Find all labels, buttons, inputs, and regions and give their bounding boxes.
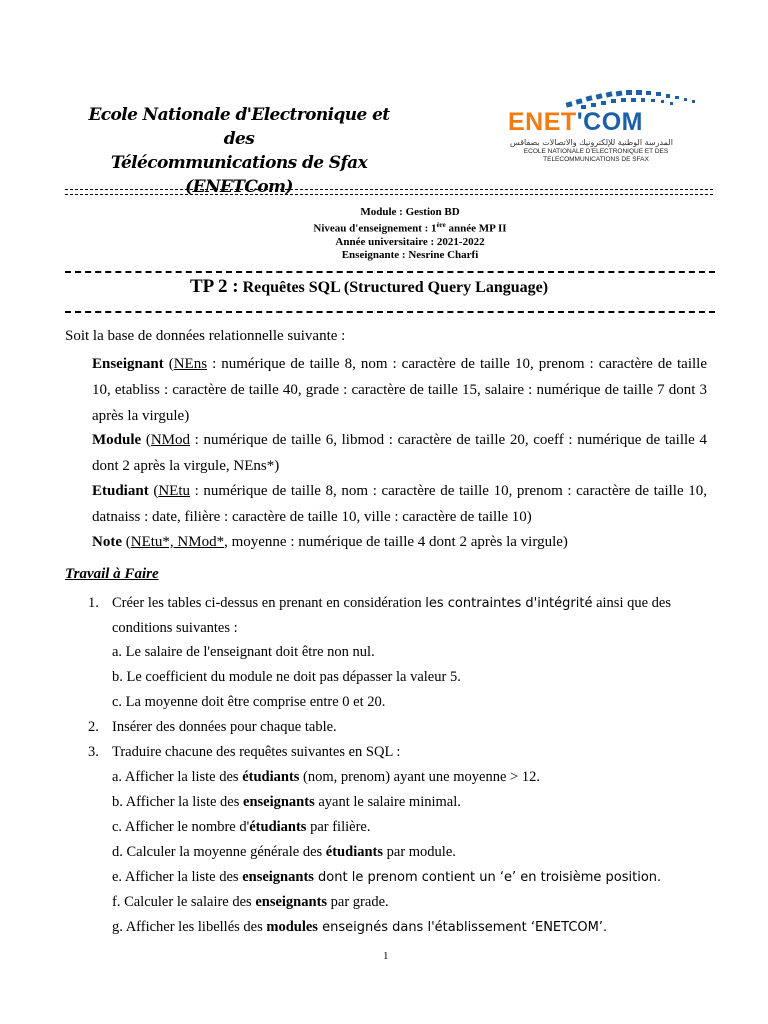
title-divider-bottom — [65, 311, 715, 313]
primary-key: NMod — [150, 432, 190, 448]
tp-subtitle: Requêtes SQL (Structured Query Language) — [238, 279, 549, 296]
question-3e: e. Afficher la liste des enseignants dont le prenom contient un ‘e’ en troisième position. — [112, 869, 662, 885]
school-name-line3: (ENETCom) — [185, 177, 293, 197]
meta-module: Module : Gestion BD — [360, 206, 460, 218]
page-number: 1 — [383, 950, 389, 962]
school-name-line2: Télécommunications de Sfax — [110, 153, 368, 173]
question-3f: f. Calculer le salaire des enseignants par grade. — [112, 894, 389, 910]
question-3: 3. Traduire chacune des requêtes suivantes en SQL : — [88, 744, 401, 760]
enetcom-logo — [508, 88, 712, 166]
primary-key: NEtu — [158, 483, 190, 499]
course-meta — [250, 206, 570, 262]
entity-enseignant: Enseignant (NEns : numérique de taille 8, nom : caractère de taille 10, prenom : caractère de taille 10, etabliss : caractère de taille 40, grade : caractère de taille 15, salaire : numérique de taille 7 dont 3 après la virgule) — [92, 356, 707, 424]
header-divider-bottom — [65, 194, 713, 195]
page-title — [190, 276, 548, 298]
school-name — [84, 103, 394, 199]
logo-wordmark — [508, 108, 712, 136]
question-1a: a. Le salaire de l'enseignant doit être non nul. — [112, 644, 375, 660]
question-1-line2: conditions suivantes : — [112, 620, 238, 636]
question-3b: b. Afficher la liste des enseignants ayant le salaire minimal. — [112, 794, 461, 810]
school-name-line1: Ecole Nationale d'Electronique et des — [88, 105, 390, 149]
question-1b: b. Le coefficient du module ne doit pas dépasser la valeur 5. — [112, 669, 461, 685]
question-1: 1. Créer les tables ci-dessus en prenant en considération les contraintes d'intégrité ainsi que des — [88, 595, 671, 611]
primary-key: NEtu*, NMod* — [130, 534, 225, 550]
entity-module: Module (NMod : numérique de taille 6, libmod : caractère de taille 20, coeff : numérique de taille 4 dont 2 après la virgule, NEns*) — [92, 432, 707, 474]
logo-enet: ENET — [508, 108, 577, 136]
meta-annee: Année universitaire : 2021-2022 — [335, 235, 485, 248]
question-3g: g. Afficher les libellés des modules enseignés dans l'établissement ‘ENETCOM’. — [112, 919, 608, 935]
header-divider-top — [65, 189, 713, 190]
logo-arabic-text: المدرسة الوطنية للإلكترونيك والاتصالات بصفاقس — [510, 138, 673, 147]
question-3c: c. Afficher le nombre d'étudiants par filière. — [112, 819, 371, 835]
logo-subtitle: ECOLE NATIONALE D'ELECTRONIQUE ET DES TELECOMMUNICATIONS DE SFAX — [523, 148, 669, 163]
question-3d: d. Calculer la moyenne générale des étudiants par module. — [112, 844, 456, 860]
question-2: 2. Insérer des données pour chaque table. — [88, 719, 337, 735]
section-heading: Travail à Faire — [65, 566, 159, 582]
question-3a: a. Afficher la liste des étudiants (nom, prenom) ayant une moyenne > 12. — [112, 769, 540, 785]
title-divider-top — [65, 271, 715, 273]
meta-enseignante: Enseignante : Nesrine Charfi — [341, 248, 479, 261]
primary-key: NEns — [173, 356, 208, 372]
meta-niveau: Niveau d'enseignement : 1ère année MP II — [313, 221, 507, 235]
entity-note: Note (NEtu*, NMod*, moyenne : numérique de taille 4 dont 2 après la virgule) — [92, 534, 568, 550]
logo-com: COM — [583, 108, 643, 136]
logo-apostrophe: ' — [576, 108, 584, 136]
intro-text: Soit la base de données relationnelle suivante : — [65, 328, 346, 344]
logo-dots-icon — [556, 88, 712, 110]
tp-label: TP 2 : — [190, 276, 239, 297]
question-1c: c. La moyenne doit être comprise entre 0 et 20. — [112, 694, 386, 710]
entity-etudiant: Etudiant (NEtu : numérique de taille 8, nom : caractère de taille 10, prenom : caractère de taille 10, datnaiss : date, filière : caractère de taille 10, ville : caractère de taille 10) — [92, 483, 708, 525]
